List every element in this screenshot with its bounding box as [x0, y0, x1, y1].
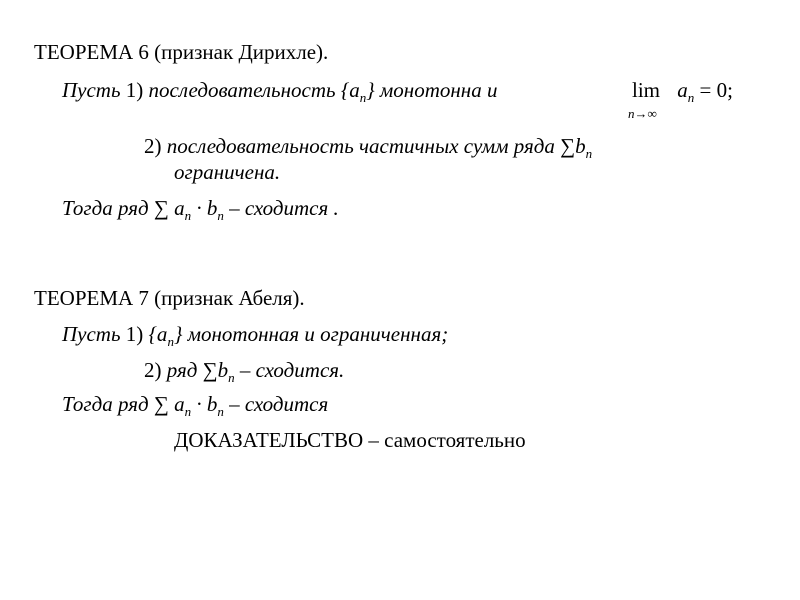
t6-limit — [632, 80, 733, 104]
t6-cond2-subscript: n — [585, 146, 593, 161]
t6-concl-b: · b — [191, 196, 218, 220]
t6-limit-word: lim — [632, 78, 661, 102]
t6-concl-sub2: n — [217, 208, 224, 223]
t6-cond1-set-close: } — [366, 78, 380, 102]
t6-cond2-bounded: ограничена. — [174, 160, 281, 184]
theorem-7-condition-2 — [144, 360, 344, 384]
theorem-6-title: ТЕОРЕМА 6 (признак Дирихле). — [34, 40, 329, 64]
t6-cond1-number: 1) — [120, 78, 149, 102]
t7-concl-sub2: n — [217, 404, 224, 419]
t6-limit-equals: = 0; — [694, 78, 733, 102]
theorem-7-condition-1 — [62, 324, 448, 348]
t7-concl-c: – сходится — [223, 392, 329, 416]
t7-cond2-subscript: n — [228, 370, 235, 385]
theorem-6-condition-1 — [62, 80, 497, 104]
theorem-6-conclusion — [62, 198, 339, 222]
t6-cond1-monotone-text: монотонна и — [379, 78, 498, 102]
t6-concl-sub1: n — [184, 208, 192, 223]
t7-concl-a: Тогда ряд ∑ a — [62, 392, 185, 416]
t6-limit-var-sub: n — [687, 90, 695, 105]
t7-let-word: Пусть — [62, 322, 121, 346]
t7-concl-sub1: n — [184, 404, 192, 419]
t6-cond1-set-open: {a — [335, 78, 360, 102]
t7-cond1-subscript: n — [167, 334, 174, 349]
t6-cond1-subscript: n — [359, 90, 367, 105]
t7-cond2-number: 2) — [144, 358, 167, 382]
t7-cond1-set: {a — [148, 322, 168, 346]
t6-cond1-sequence-word: последовательность — [148, 78, 336, 102]
proof-note: ДОКАЗАТЕЛЬСТВО – самостоятельно — [174, 428, 526, 452]
t6-limit-var: a — [677, 78, 688, 102]
t7-cond1-text: } монотонная и ограниченная; — [173, 322, 449, 346]
t6-cond2-number: 2) — [144, 134, 167, 158]
t6-limit-subscript: n→∞ — [628, 106, 657, 121]
theorem-6-condition-2 — [144, 136, 592, 160]
t6-cond2-text: последовательность частичных сумм ряда ∑b — [166, 134, 586, 158]
theorem-6-condition-2-continued — [174, 162, 280, 183]
t7-cond2-rest: – сходится. — [234, 358, 345, 382]
t6-concl-c: – сходится . — [223, 196, 339, 220]
t6-let-word: Пусть — [62, 78, 121, 102]
theorem-7-conclusion — [62, 394, 328, 418]
theorem-7-title: ТЕОРЕМА 7 (признак Абеля). — [34, 286, 305, 310]
t7-concl-b: · b — [191, 392, 218, 416]
t7-cond2-text: ряд ∑b — [166, 358, 229, 382]
t7-cond1-number: 1) — [120, 322, 149, 346]
t6-concl-a: Тогда ряд ∑ a — [62, 196, 185, 220]
